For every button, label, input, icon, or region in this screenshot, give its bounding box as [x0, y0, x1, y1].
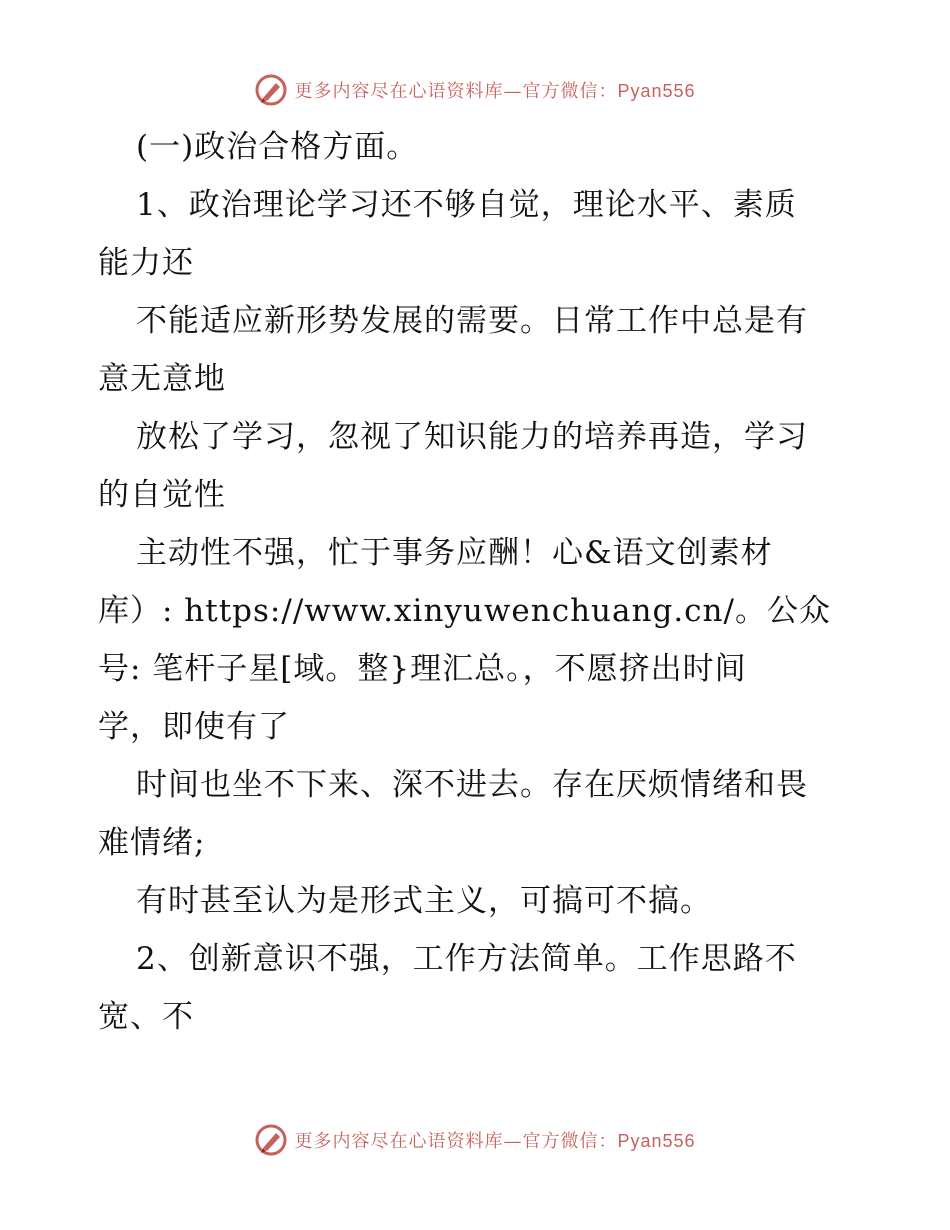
text-line: 号: 笔杆子星[域。整}理汇总。，不愿挤出时间 [98, 651, 747, 687]
footer-wechat-id: Pyan556 [617, 1131, 696, 1151]
text-line: 难情绪; [98, 825, 206, 861]
document-body [98, 118, 858, 1046]
text-line: 不能适应新形势发展的需要。日常工作中总是有 [136, 303, 808, 339]
text-line: 意无意地 [98, 361, 226, 397]
text-line: 主动性不强，忙于事务应酬！心&语文创素材 [136, 535, 773, 571]
header-banner-text: 更多内容尽在心语资料库—官方微信：Pyan556 [294, 81, 696, 102]
header-wechat-id: Pyan556 [617, 81, 696, 101]
text-line: 有时甚至认为是形式主义，可搞可不搞。 [136, 883, 712, 919]
pen-logo-icon [254, 73, 288, 107]
text-line: 2、创新意识不强，工作方法简单。工作思路不 [136, 941, 797, 977]
text-line: 放松了学习，忽视了知识能力的培养再造，学习 [136, 419, 808, 455]
pen-logo-icon [254, 1123, 288, 1157]
text-line: 1、政治理论学习还不够自觉，理论水平、素质 [136, 187, 797, 223]
footer-banner [0, 1120, 950, 1160]
text-line: 能力还 [98, 245, 194, 281]
text-line: 时间也坐不下来、深不进去。存在厌烦情绪和畏 [136, 767, 808, 803]
footer-banner-text: 更多内容尽在心语资料库—官方微信：Pyan556 [294, 1131, 696, 1152]
text-line: (一)政治合格方面。 [136, 129, 419, 165]
text-line: 库）: https://www.xinyuwenchuang.cn/。公众 [98, 593, 831, 629]
header-banner [0, 70, 950, 110]
text-line: 学，即使有了 [98, 709, 290, 745]
text-line: 的自觉性 [98, 477, 226, 513]
text-line: 宽、不 [98, 999, 194, 1035]
